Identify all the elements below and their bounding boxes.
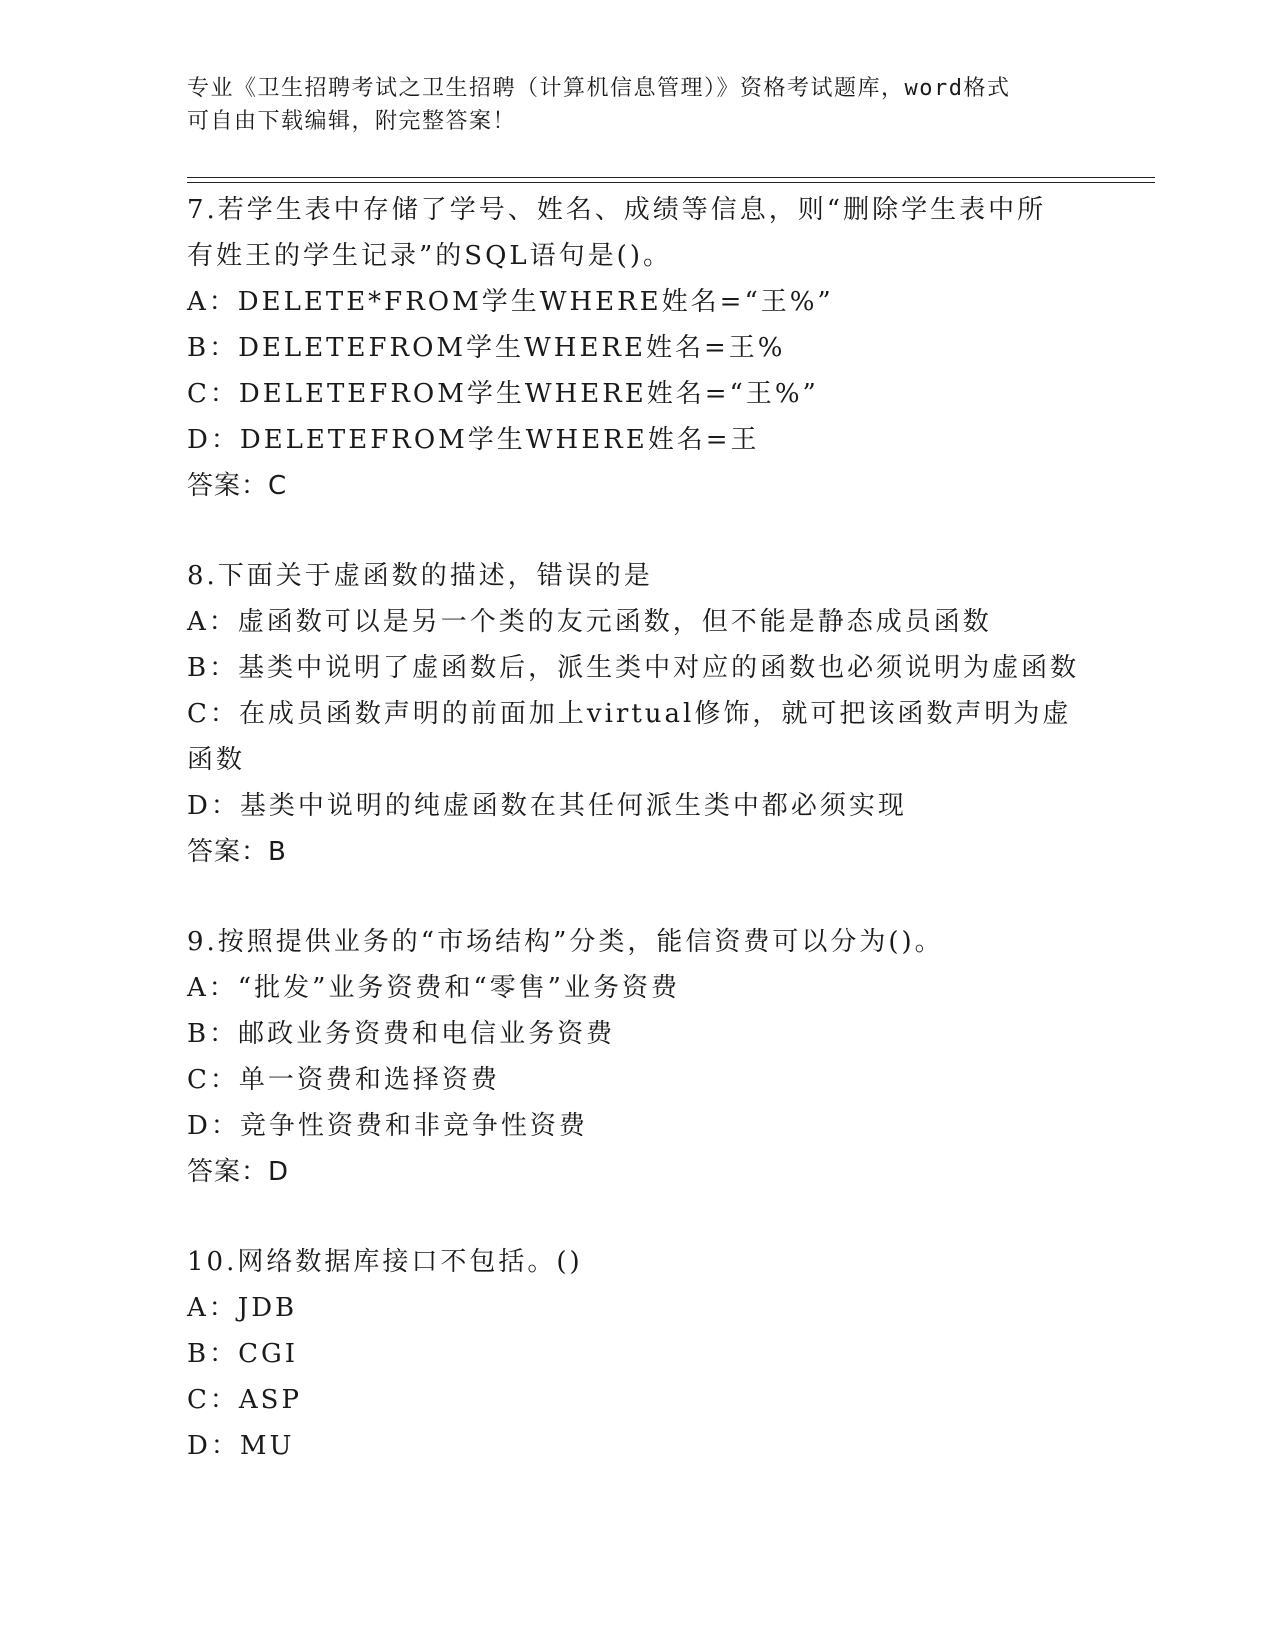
answer-line: 答案：C (187, 471, 288, 501)
option-d: D：DELETEFROM学生WHERE姓名=王 (187, 425, 760, 455)
question-9 (187, 919, 1087, 1195)
option-c: C：DELETEFROM学生WHERE姓名=“王%” (187, 379, 819, 409)
question-list (187, 187, 1087, 1513)
option-c: C：单一资费和选择资费 (187, 1065, 500, 1095)
answer-line: 答案：B (187, 837, 287, 867)
option-b: B：DELETEFROM学生WHERE姓名=王% (187, 333, 786, 363)
question-8 (187, 553, 1087, 875)
question-stem-line: 9.按照提供业务的“市场结构”分类，能信资费可以分为()。 (187, 927, 944, 957)
header-rule-top (187, 177, 1155, 178)
option-a: A：JDB (187, 1293, 298, 1323)
question-stem-line: 8.下面关于虚函数的描述，错误的是 (187, 561, 653, 591)
option-c: 函数 (187, 745, 246, 775)
option-d: D：MU (187, 1431, 295, 1461)
answer-line: 答案：D (187, 1157, 290, 1187)
option-a: A：DELETE*FROM学生WHERE姓名=“王%” (187, 287, 834, 317)
header-line-2: 可自由下载编辑，附完整答案！ (187, 109, 517, 134)
option-d: D：基类中说明的纯虚函数在其任何派生类中都必须实现 (187, 791, 907, 821)
question-10 (187, 1239, 1087, 1469)
question-stem-line: 10.网络数据库接口不包括。() (187, 1247, 583, 1277)
option-c: C：在成员函数声明的前面加上virtual修饰，就可把该函数声明为虚 (187, 699, 1072, 729)
option-b: B：邮政业务资费和电信业务资费 (187, 1019, 616, 1049)
option-a: A：虚函数可以是另一个类的友元函数，但不能是静态成员函数 (187, 607, 992, 637)
header-rule-bottom (187, 182, 1155, 183)
option-b: B：CGI (187, 1339, 299, 1369)
option-c: C：ASP (187, 1385, 302, 1415)
option-a: A：“批发”业务资费和“零售”业务资费 (187, 973, 680, 1003)
option-d: D：竞争性资费和非竞争性资费 (187, 1111, 588, 1141)
document-header (187, 72, 1067, 138)
question-7 (187, 187, 1087, 509)
question-stem-line: 有姓王的学生记录”的SQL语句是()。 (187, 241, 672, 271)
header-line-1: 专业《卫生招聘考试之卫生招聘（计算机信息管理）》资格考试题库，word格式 (187, 76, 1011, 101)
option-b: B：基类中说明了虚函数后，派生类中对应的函数也必须说明为虚函数 (187, 653, 1080, 683)
question-stem-line: 7.若学生表中存储了学号、姓名、成绩等信息，则“删除学生表中所 (187, 195, 1047, 225)
